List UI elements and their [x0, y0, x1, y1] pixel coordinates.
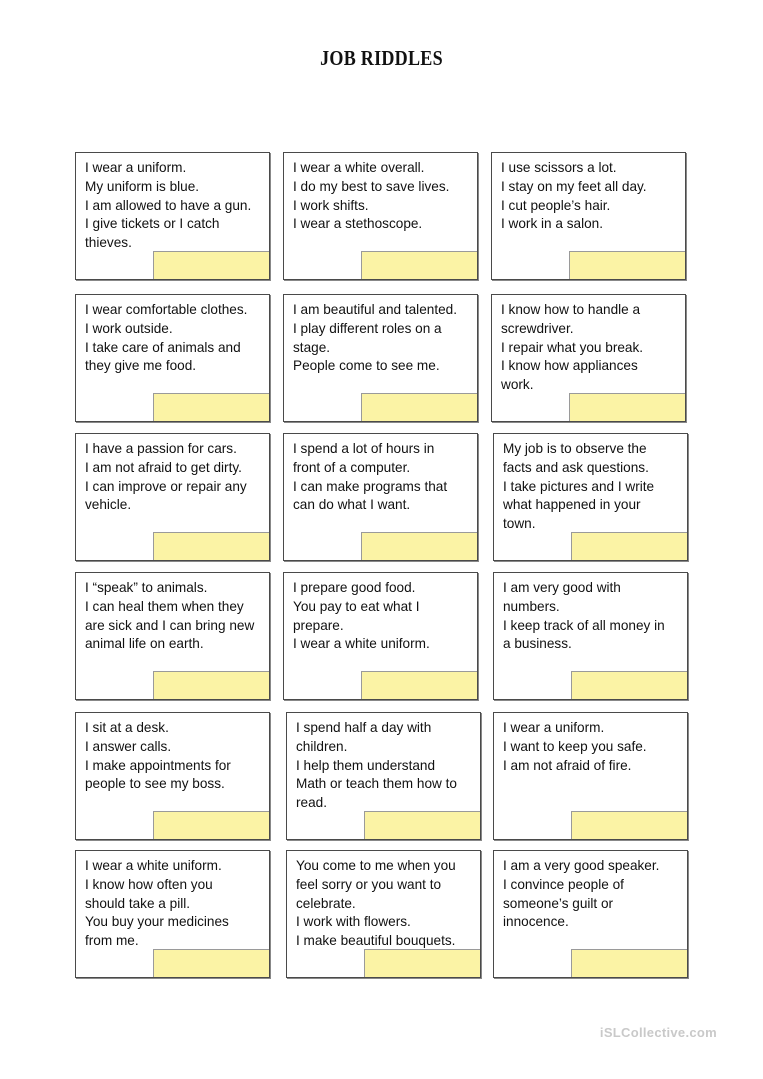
answer-box[interactable]: [569, 251, 685, 279]
riddle-line: what happened in your: [503, 497, 641, 513]
riddle-line: facts and ask questions.: [503, 459, 649, 475]
riddle-line: I wear a white uniform.: [293, 636, 430, 652]
riddle-line: animal life on earth.: [85, 636, 204, 652]
riddle-line: I work with flowers.: [296, 914, 411, 930]
riddle-line: I use scissors a lot.: [501, 160, 617, 175]
riddle-line: You pay to eat what I: [293, 598, 420, 614]
riddle-card: [75, 294, 270, 422]
riddle-line: I play different roles on a: [293, 320, 442, 336]
riddle-line: I “speak” to animals.: [85, 580, 208, 595]
riddle-line: read.: [296, 795, 327, 811]
riddle-line: I make appointments for: [85, 757, 231, 773]
answer-box[interactable]: [361, 532, 477, 560]
riddle-line: I know how often you: [85, 876, 213, 892]
riddle-text: [503, 857, 681, 932]
riddle-line: You come to me when you: [296, 858, 456, 873]
riddle-text: [503, 440, 681, 534]
riddle-text: [85, 719, 263, 794]
riddle-text: [85, 857, 263, 951]
riddle-text: [296, 719, 474, 813]
answer-box[interactable]: [153, 251, 269, 279]
riddle-card: [75, 712, 270, 840]
riddle-text: [85, 159, 263, 253]
riddle-text: [85, 301, 263, 376]
page-title: JOB RIDDLES: [320, 46, 443, 70]
riddle-line: I answer calls.: [85, 738, 172, 754]
riddle-line: I work in a salon.: [501, 216, 603, 232]
riddle-card: [283, 433, 478, 561]
riddle-line: I know how to handle a: [501, 302, 641, 317]
riddle-line: I want to keep you safe.: [503, 738, 647, 754]
riddle-card: [75, 850, 270, 978]
answer-box[interactable]: [571, 811, 687, 839]
riddle-text: [503, 579, 681, 654]
riddle-line: I prepare good food.: [293, 580, 416, 595]
riddle-line: I am allowed to have a gun.: [85, 197, 252, 213]
riddle-line: I wear a uniform.: [85, 160, 187, 175]
riddle-text: [503, 719, 681, 775]
riddle-line: I take care of animals and: [85, 339, 241, 355]
riddle-line: they give me food.: [85, 358, 197, 374]
riddle-text: [85, 579, 263, 654]
riddle-text: [501, 159, 679, 234]
riddle-card: [493, 712, 688, 840]
riddle-line: I keep track of all money in: [503, 617, 665, 633]
riddle-line: I spend half a day with: [296, 720, 432, 735]
answer-box[interactable]: [361, 251, 477, 279]
riddle-line: someone’s guilt or: [503, 895, 614, 911]
riddle-card: [286, 850, 481, 978]
answer-box[interactable]: [571, 532, 687, 560]
riddle-card: [491, 294, 686, 422]
answer-box[interactable]: [361, 393, 477, 421]
riddle-line: celebrate.: [296, 895, 356, 911]
answer-box[interactable]: [153, 949, 269, 977]
riddle-text: [293, 159, 471, 234]
riddle-line: innocence.: [503, 914, 569, 930]
riddle-line: stage.: [293, 339, 331, 355]
riddle-text: [293, 301, 471, 376]
riddle-line: I have a passion for cars.: [85, 441, 237, 456]
riddle-line: children.: [296, 738, 348, 754]
riddle-line: should take a pill.: [85, 895, 191, 911]
riddle-text: [293, 579, 471, 654]
riddle-text: [296, 857, 474, 951]
riddle-line: I wear comfortable clothes.: [85, 302, 248, 317]
answer-box[interactable]: [361, 671, 477, 699]
riddle-line: I give tickets or I catch: [85, 216, 220, 232]
riddle-line: I am very good with: [503, 580, 621, 595]
riddle-line: a business.: [503, 636, 572, 652]
riddle-card: [493, 572, 688, 700]
riddle-line: I can make programs that: [293, 478, 448, 494]
riddle-line: I wear a uniform.: [503, 720, 605, 735]
riddle-line: I do my best to save lives.: [293, 178, 450, 194]
answer-box[interactable]: [153, 393, 269, 421]
answer-box[interactable]: [364, 811, 480, 839]
riddle-line: can do what I want.: [293, 497, 411, 513]
answer-box[interactable]: [364, 949, 480, 977]
riddle-line: I make beautiful bouquets.: [296, 933, 456, 949]
riddle-line: front of a computer.: [293, 459, 411, 475]
riddle-line: work.: [501, 377, 534, 393]
riddle-line: I am not afraid of fire.: [503, 757, 632, 773]
riddle-card: [75, 572, 270, 700]
riddle-line: I wear a stethoscope.: [293, 216, 423, 232]
riddle-line: I am beautiful and talented.: [293, 302, 457, 317]
riddle-line: town.: [503, 516, 536, 532]
riddle-line: My job is to observe the: [503, 441, 647, 456]
riddle-text: [293, 440, 471, 515]
riddle-line: I know how appliances: [501, 358, 638, 374]
answer-box[interactable]: [571, 671, 687, 699]
riddle-line: people to see my boss.: [85, 776, 225, 792]
riddle-line: My uniform is blue.: [85, 178, 200, 194]
answer-box[interactable]: [571, 949, 687, 977]
riddle-card: [283, 572, 478, 700]
answer-box[interactable]: [153, 811, 269, 839]
riddle-card: [491, 152, 686, 280]
riddle-card: [493, 433, 688, 561]
riddle-line: I cut people’s hair.: [501, 197, 611, 213]
riddle-text: [85, 440, 263, 515]
riddle-line: I take pictures and I write: [503, 478, 655, 494]
riddle-line: I can heal them when they: [85, 598, 244, 614]
riddle-line: I convince people of: [503, 876, 624, 892]
riddle-line: I work outside.: [85, 320, 173, 336]
answer-box[interactable]: [569, 393, 685, 421]
riddle-line: I sit at a desk.: [85, 720, 169, 735]
riddle-line: I work shifts.: [293, 197, 369, 213]
answer-box[interactable]: [153, 532, 269, 560]
riddle-card: [283, 152, 478, 280]
riddle-line: from me.: [85, 933, 139, 949]
riddle-card: [283, 294, 478, 422]
riddle-line: You buy your medicines: [85, 914, 229, 930]
riddle-line: I stay on my feet all day.: [501, 178, 647, 194]
riddle-card: [286, 712, 481, 840]
riddle-line: thieves.: [85, 235, 132, 251]
riddle-card: [75, 152, 270, 280]
riddle-line: prepare.: [293, 617, 344, 633]
riddle-line: are sick and I can bring new: [85, 617, 255, 633]
riddle-line: I repair what you break.: [501, 339, 644, 355]
riddle-line: screwdriver.: [501, 320, 574, 336]
riddle-line: I am not afraid to get dirty.: [85, 459, 242, 475]
answer-box[interactable]: [153, 671, 269, 699]
riddle-line: numbers.: [503, 598, 560, 614]
riddle-line: I wear a white uniform.: [85, 858, 222, 873]
riddle-line: People come to see me.: [293, 358, 440, 374]
riddle-line: Math or teach them how to: [296, 776, 457, 792]
riddle-card: [493, 850, 688, 978]
riddle-line: I spend a lot of hours in: [293, 441, 435, 456]
riddle-line: I help them understand: [296, 757, 436, 773]
riddle-line: vehicle.: [85, 497, 132, 513]
riddle-card: [75, 433, 270, 561]
riddle-line: I can improve or repair any: [85, 478, 247, 494]
watermark: iSLCollective.com: [599, 1025, 717, 1040]
riddle-line: I wear a white overall.: [293, 160, 425, 175]
riddle-text: [501, 301, 679, 395]
riddle-line: feel sorry or you want to: [296, 876, 442, 892]
riddle-line: I am a very good speaker.: [503, 858, 660, 873]
